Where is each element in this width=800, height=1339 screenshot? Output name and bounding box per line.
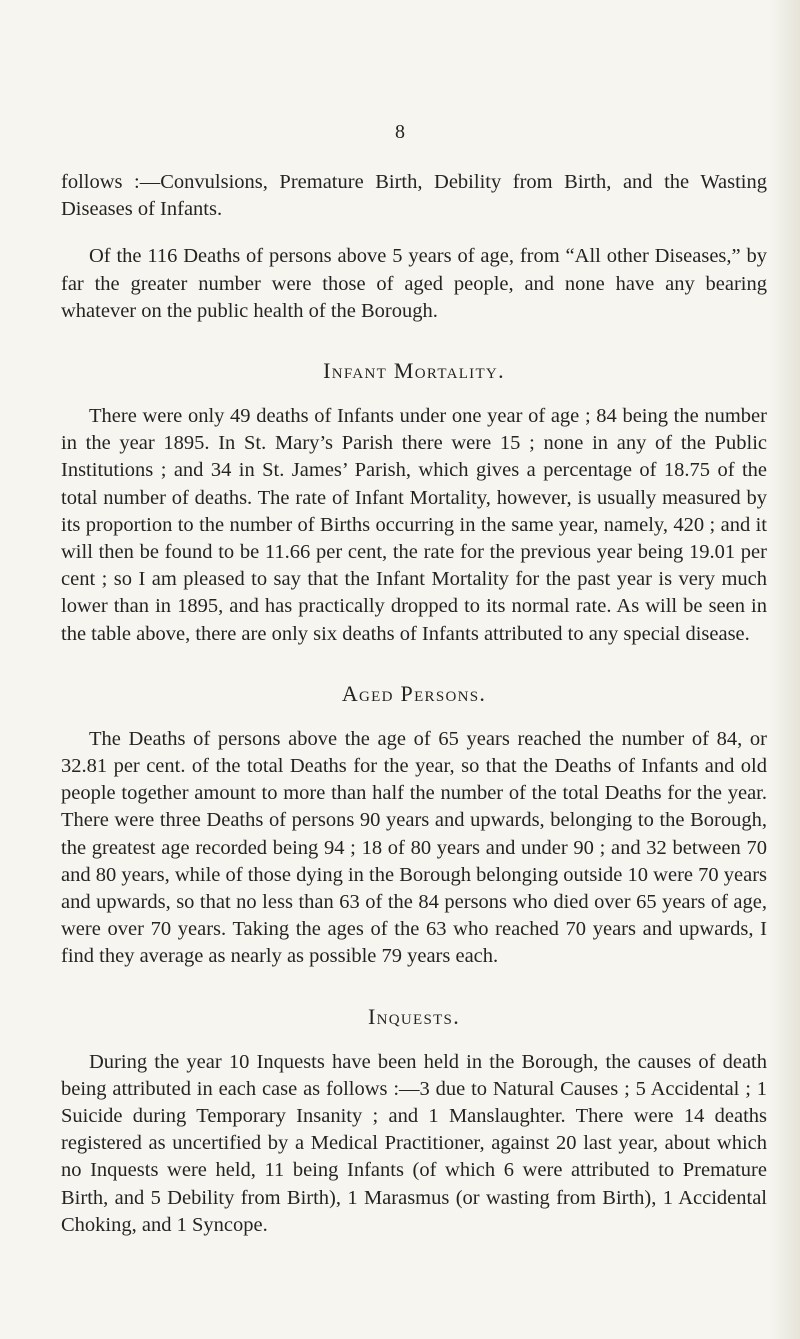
document-content [61, 169, 767, 1239]
section-heading-infant-mortality: Infant Mortality. [323, 358, 505, 384]
inquests-paragraph: During the year 10 Inquests have been held in the Borough, the causes of death being attributed in each case as follows :—3 due to Natural Causes ; 5 Accidental ; 1 Suicide during Temporary Insanity ; and 1 Manslaughter. There were 14 deaths registered as uncertified by a Medical Practitioner, against 20 last year, about which no Inquests were held, 11 being Infants (of which 6 were attributed to Premature Birth, and 5 Debility from Birth), 1 Marasmus (or wasting from Birth), 1 Accidental Choking, and 1 Syncope. [61, 1050, 767, 1236]
all-other-diseases-paragraph: Of the 116 Deaths of persons above 5 years of age, from “All other Diseases,” by far the greater number were those of aged people, and none have any bearing whatever on the public health of the Borough. [61, 245, 767, 322]
intro-paragraph: follows :—Convulsions, Premature Birth, Debility from Birth, and the Wasting Diseases of Infants. [61, 171, 767, 221]
infant-mortality-paragraph: There were only 49 deaths of Infants under one year of age ; 84 being the number in the year 1895. In St. Mary’s Parish there were 15 ; none in any of the Public Institutions ; and 34 in St. James’ Parish, which gives a percentage of 18.75 of the total number of deaths. The rate of Infant Mortality, however, is usually measured by its proportion to the number of Births occurring in the same year, namely, 420 ; and it will then be found to be 11.66 per cent, the rate for the previous year being 19.01 per cent ; so I am pleased to say that the Infant Mortality for the past year is very much lower than in 1895, and has practically dropped to its normal rate. As will be seen in the table above, there are only six deaths of Infants attributed to any special disease. [61, 405, 767, 645]
section-heading-inquests: Inquests. [367, 1003, 461, 1029]
section-spacer [61, 325, 767, 357]
heading-spacer [61, 708, 767, 726]
heading-spacer [61, 1031, 767, 1049]
section-spacer [61, 648, 767, 680]
paragraph-spacer [61, 223, 767, 243]
page-edge-shadow [770, 0, 800, 1339]
page-number: 8 [395, 121, 405, 143]
section-heading-aged-persons: Aged Persons. [341, 680, 487, 706]
section-spacer [61, 971, 767, 1003]
heading-spacer [61, 385, 767, 403]
aged-persons-paragraph: The Deaths of persons above the age of 65 years reached the number of 84, or 32.81 per cent. of the total Deaths for the year, so that the Deaths of Infants and old people together amount to more than half the number of the total Deaths for the year. There were three Deaths of persons 90 years and upwards, belonging to the Borough, the greatest age recorded being 94 ; 18 of 80 years and under 90 ; and 32 between 70 and 80 years, while of those dying in the Borough belonging outside 10 were 70 years and upwards, so that no less than 63 of the 84 persons who died over 65 years of age, were over 70 years. Taking the ages of the 63 who reached 70 years and upwards, I find they average as nearly as possible 79 years each. [61, 727, 767, 968]
